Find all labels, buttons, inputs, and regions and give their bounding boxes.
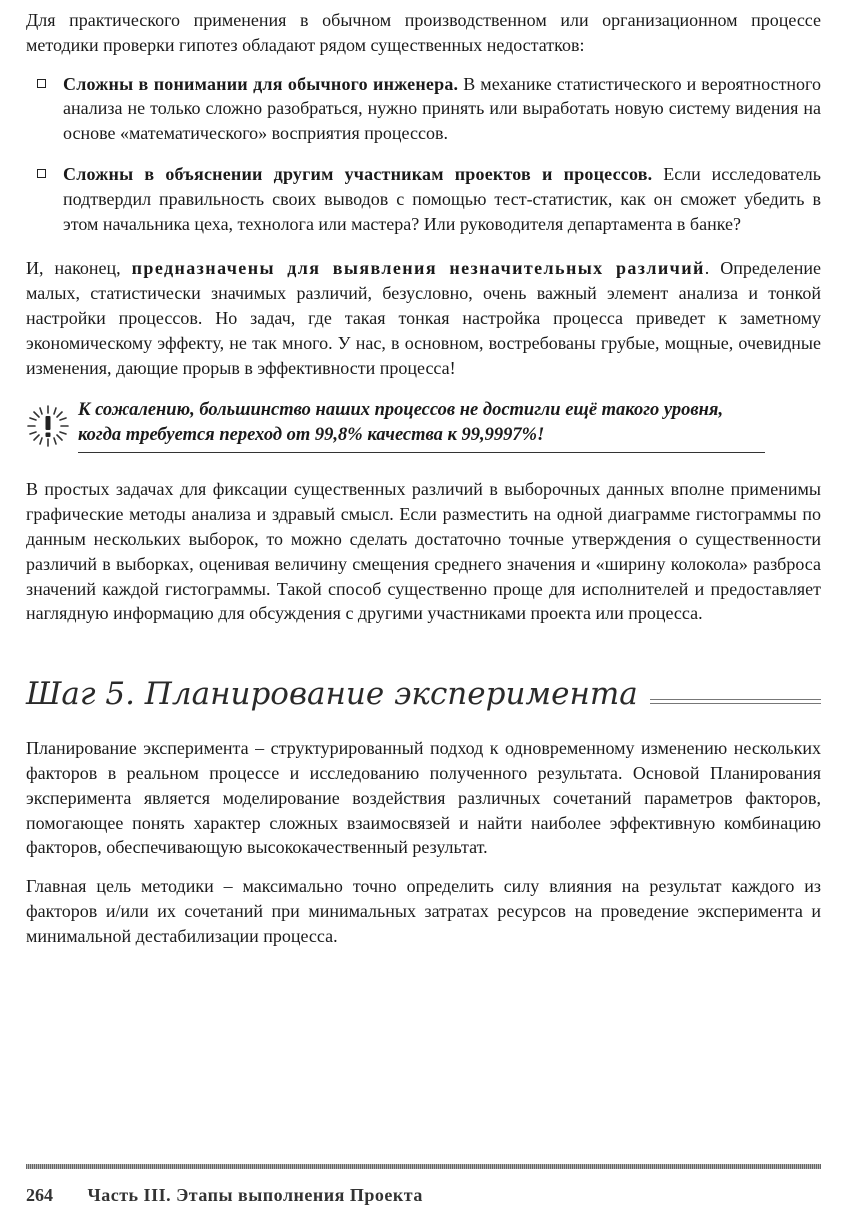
bullet-item [26,72,821,146]
paragraph-rest: . Определение малых, статистически значимых различий, безусловно, очень важный элемент анализа и тонкой настройки процессов. Но задач, где такая тонкая настройка процесса приведет к заметному экономическому эффекту, не так много. У нас, в основном, востребованы грубые, мощные, очевидные изменения, дающие прорыв в эффективности процесса! [26,258,821,378]
checkbox-bullet-icon [37,79,46,88]
emphasis-spaced: предназначены для выявления незначительных различий [131,258,705,279]
bullet-bold-lead: Сложны в понимании для обычного инженера. [63,73,459,94]
checkbox-bullet-icon [37,169,46,178]
bullet-text [63,72,821,146]
paragraph-lead: И, наконец, [26,258,132,279]
paragraph-conclusion [26,256,821,380]
paragraph-graphical-methods: В простых задачах для фиксации существенных различий в выборочных данных вполне применимы графические методы анализа и здравый смысл. Если разместить на одной диаграмме гистограммы по данным нескольких выборок, то можно сделать достаточно точные утверждения о существенности различий в выборках, оценивая величину смещения среднего значения и «ширину колокола» разброса значений каждой гистограммы. Такой способ существенно проще для исполнителей и предоставляет наглядную информацию для обсуждения с другими участниками проекта или процесса. [26,479,821,624]
bullet-body: Если исследователь подтвердил правильность своих выводов с помощью тест-статистик, как он сможет убедить в этом начальника цеха, технолога или мастера? Или руководителя департамента в банке? [63,163,822,234]
paragraph-doe-goal: Главная цель методики – максимально точно определить силу влияния на результат каждого из факторов и/или их сочетаний при минимальных затратах ресурсов на проведение эксперимента и минимальной дестабилизации процесса. [26,876,821,946]
page-footer [26,1185,423,1206]
note-text: К сожалению, большинство наших процессов не достигли ещё такого уровня, когда требуется переход от 99,8% качества к 99,9997%! [78,398,765,453]
paragraph-doe-definition: Планирование эксперимента – структурированный подход к одновременному изменению нескольких факторов в реальном процессе и исследованию полученного результата. Основой Планирования эксперимента является моделирование воздействия различных сочетаний параметров факторов, помогающее понять характер сложных взаимосвязей и найти наиболее эффективную комбинацию факторов, обеспечивающую высококачественный результат. [26,738,821,858]
bullet-text [63,162,821,236]
intro-paragraph: Для практического применения в обычном производственном или организационном процессе методики проверки гипотез обладают рядом существенных недостатков: [26,10,821,55]
footer-rule [26,1164,821,1169]
section-heading-text: Шаг 5. Планирование эксперимента [26,676,638,713]
exclamation-burst-icon [26,404,70,448]
bullet-item [26,162,821,236]
bullet-bold-lead: Сложны в объяснении другим участникам проектов и процессов. [63,163,653,184]
page-number: 264 [26,1185,53,1205]
part-title: Часть III. Этапы выполнения Проекта [87,1185,423,1205]
heading-rule [650,699,821,704]
section-heading [26,676,821,712]
note-callout [26,398,765,453]
bullet-body: В механике статистического и вероятностного анализа не только сложно разобраться, нужно принять или выработать новую систему видения на основе «математического» восприятия процессов. [63,73,821,144]
